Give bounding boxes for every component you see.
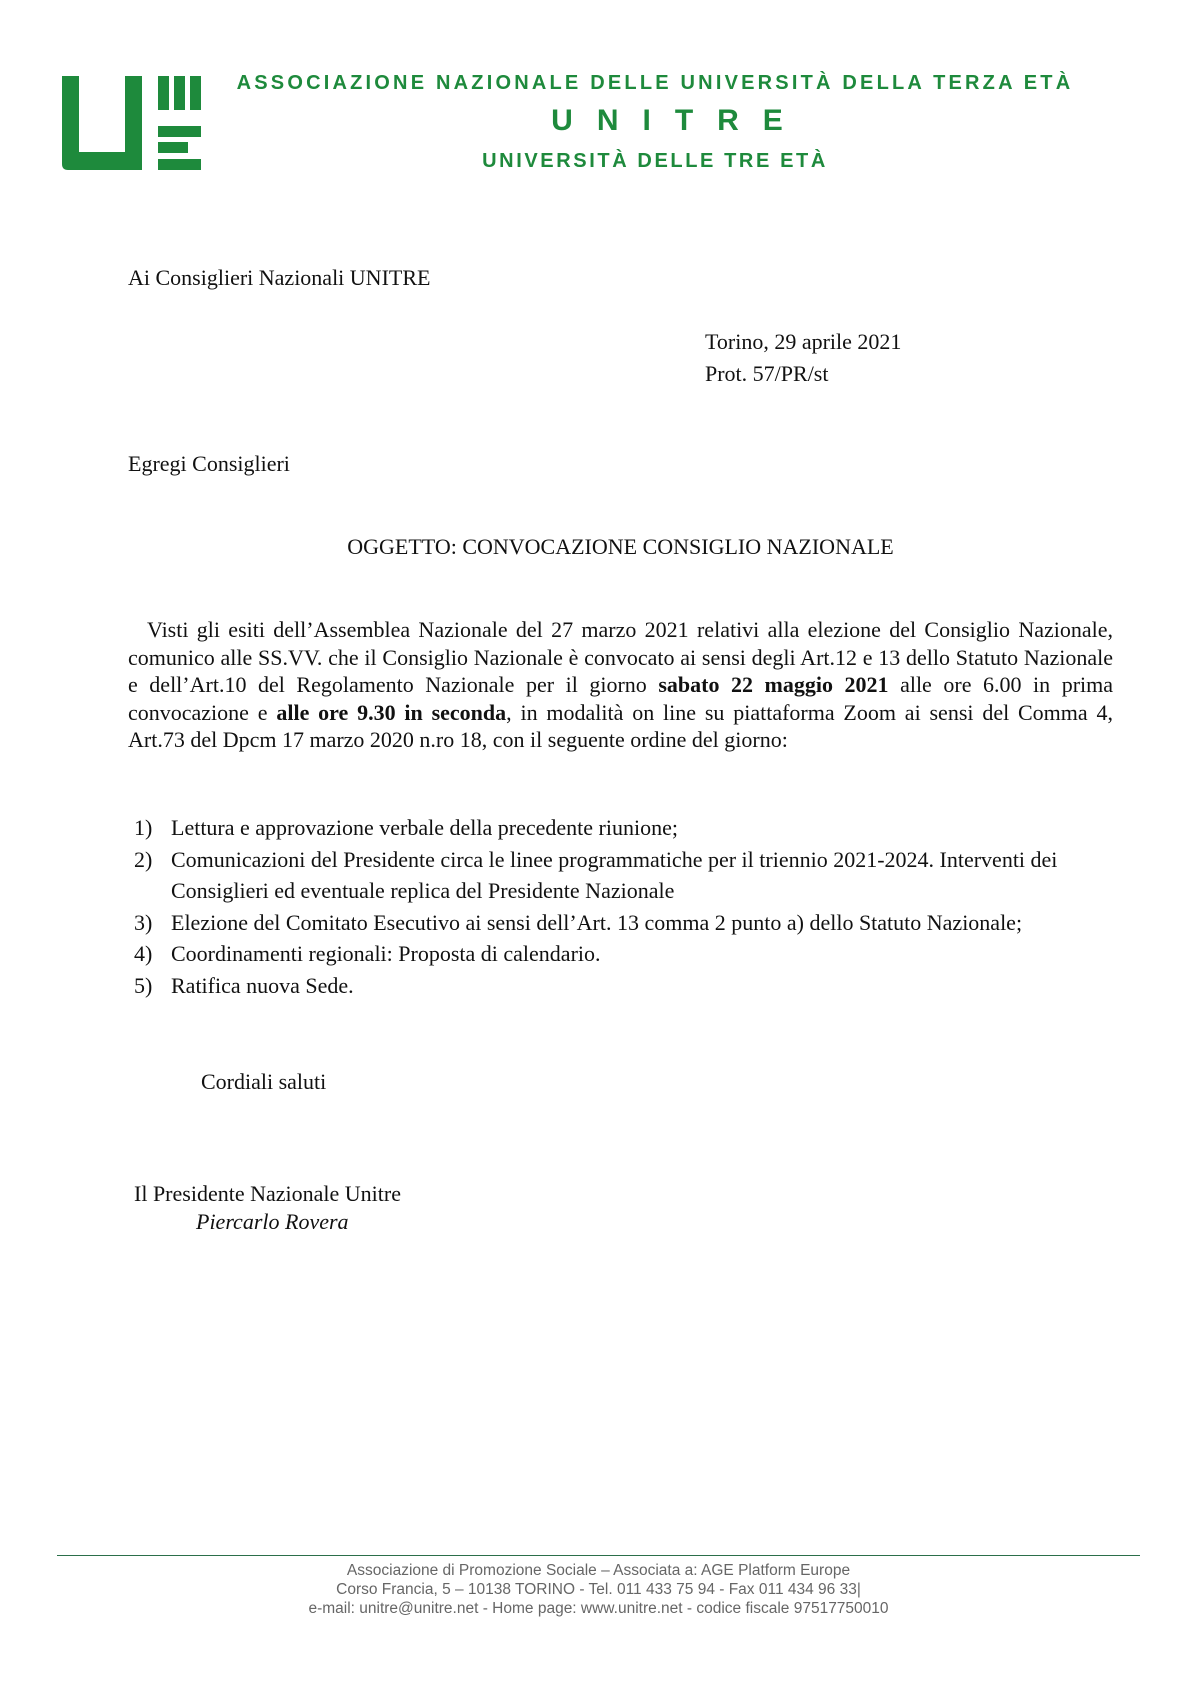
signature-name: Piercarlo Rovera [196, 1209, 349, 1234]
body-bold-time: alle ore 9.30 in seconda [276, 699, 507, 725]
letterhead-subtitle: UNIVERSITÀ DELLE TRE ETÀ [482, 150, 828, 172]
agenda-item [128, 907, 1113, 939]
recipient-line: Ai Consiglieri Nazionali UNITRE [128, 265, 431, 290]
footer-divider [57, 1555, 1140, 1556]
signature-role: Il Presidente Nazionale Unitre [134, 1181, 401, 1206]
agenda-item [128, 938, 1113, 970]
agenda-number: 4) [134, 941, 153, 966]
greeting-line: Egregi Consiglieri [128, 451, 290, 476]
agenda-number: 3) [134, 909, 153, 935]
body-paragraph [128, 616, 1113, 754]
agenda-item [128, 844, 1113, 907]
body-text-3: , in modalità on line su piattaforma Zoom ai sensi del Comma 4, Art.73 del Dpcm 17 marzo 2020 n.ro 18, con il seguente ordine del giorno: [128, 699, 1113, 752]
unitre-logo-icon [62, 76, 204, 170]
date-line: Torino, 29 aprile 2021 [705, 329, 902, 354]
footer-line-2: Corso Francia, 5 – 10138 TORINO - Tel. 011 433 75 94 - Fax 011 434 96 33| [336, 1581, 861, 1598]
footer-line-3: e-mail: unitre@unitre.net - Home page: www.unitre.net - codice fiscale 97517750010 [308, 1600, 889, 1617]
agenda-text: Comunicazioni del Presidente circa le linee programmatiche per il triennio 2021-2024. Interventi dei Consiglieri ed eventuale replica del Presidente Nazionale [171, 846, 1058, 903]
letterhead-name: UNITRE [551, 104, 807, 137]
agenda-text: Coordinamenti regionali: Proposta di calendario. [171, 941, 601, 966]
agenda-text: Ratifica nuova Sede. [171, 972, 354, 998]
agenda-list [128, 812, 1113, 1001]
body-bold-date: sabato 22 maggio 2021 [658, 672, 889, 697]
agenda-text: Elezione del Comitato Esecutivo ai sensi dell’Art. 13 comma 2 punto a) dello Statuto Nazionale; [171, 909, 1023, 935]
agenda-number: 5) [134, 972, 153, 998]
agenda-text: Lettura e approvazione verbale della precedente riunione; [171, 815, 678, 840]
protocol-line: Prot. 57/PR/st [705, 361, 829, 386]
agenda-item [128, 970, 1113, 1002]
letterhead-association: ASSOCIAZIONE NAZIONALE DELLE UNIVERSITÀ DELLA TERZA ETÀ [236, 72, 1074, 94]
footer-line-1: Associazione di Promozione Sociale – Associata a: AGE Platform Europe [346, 1562, 851, 1579]
subject-line: OGGETTO: CONVOCAZIONE CONSIGLIO NAZIONALE [347, 534, 894, 559]
agenda-number: 2) [134, 846, 153, 872]
body-text-2: alle ore 6.00 in prima convocazione e [128, 672, 1114, 725]
agenda-number: 1) [134, 815, 153, 840]
closing-line: Cordiali saluti [201, 1069, 327, 1094]
agenda-item [128, 812, 1113, 844]
body-text-1: Visti gli esiti dell’Assemblea Nazionale del 27 marzo 2021 relativi alla elezione del Consiglio Nazionale, comunico alle SS.VV. che il Consiglio Nazionale è convocato ai sensi degli Art.12 e 13 dello Statuto Nazionale e dell’Art.10 del Regolamento Nazionale per il giorno [128, 617, 1113, 697]
